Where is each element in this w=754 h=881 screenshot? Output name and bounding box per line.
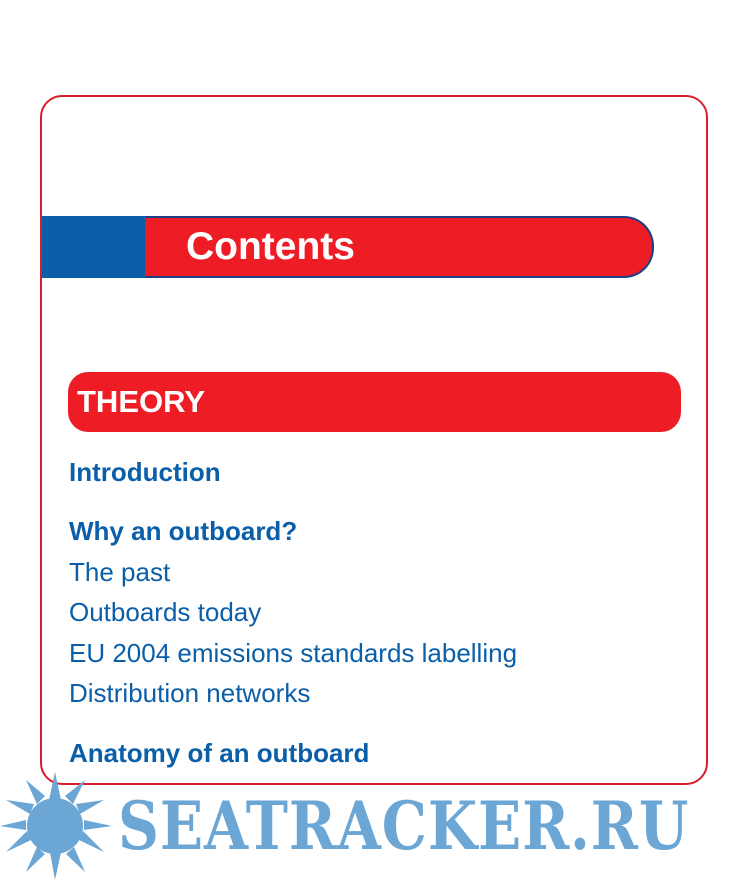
sun-logo-icon — [0, 770, 120, 881]
section-header-theory — [68, 372, 681, 432]
watermark-text: SEATRACKER.RU — [118, 787, 690, 865]
toc-entry-introduction[interactable]: Introduction — [69, 457, 221, 487]
toc-entry-anatomy[interactable]: Anatomy of an outboard — [69, 738, 370, 768]
toc-entry-the-past[interactable]: The past — [69, 557, 171, 587]
contents-bar-blue-block — [42, 216, 146, 278]
toc-entry-why-an-outboard[interactable]: Why an outboard? — [69, 516, 298, 546]
toc-entry-eu-emissions[interactable]: EU 2004 emissions standards labelling — [69, 638, 518, 668]
toc-entry-outboards-today[interactable]: Outboards today — [69, 597, 262, 627]
toc-entry-distribution-networks[interactable]: Distribution networks — [69, 678, 311, 708]
watermark — [0, 770, 754, 881]
section-title: THEORY — [77, 384, 206, 419]
contents-header-bar — [42, 216, 654, 278]
page-title: Contents — [186, 225, 355, 268]
